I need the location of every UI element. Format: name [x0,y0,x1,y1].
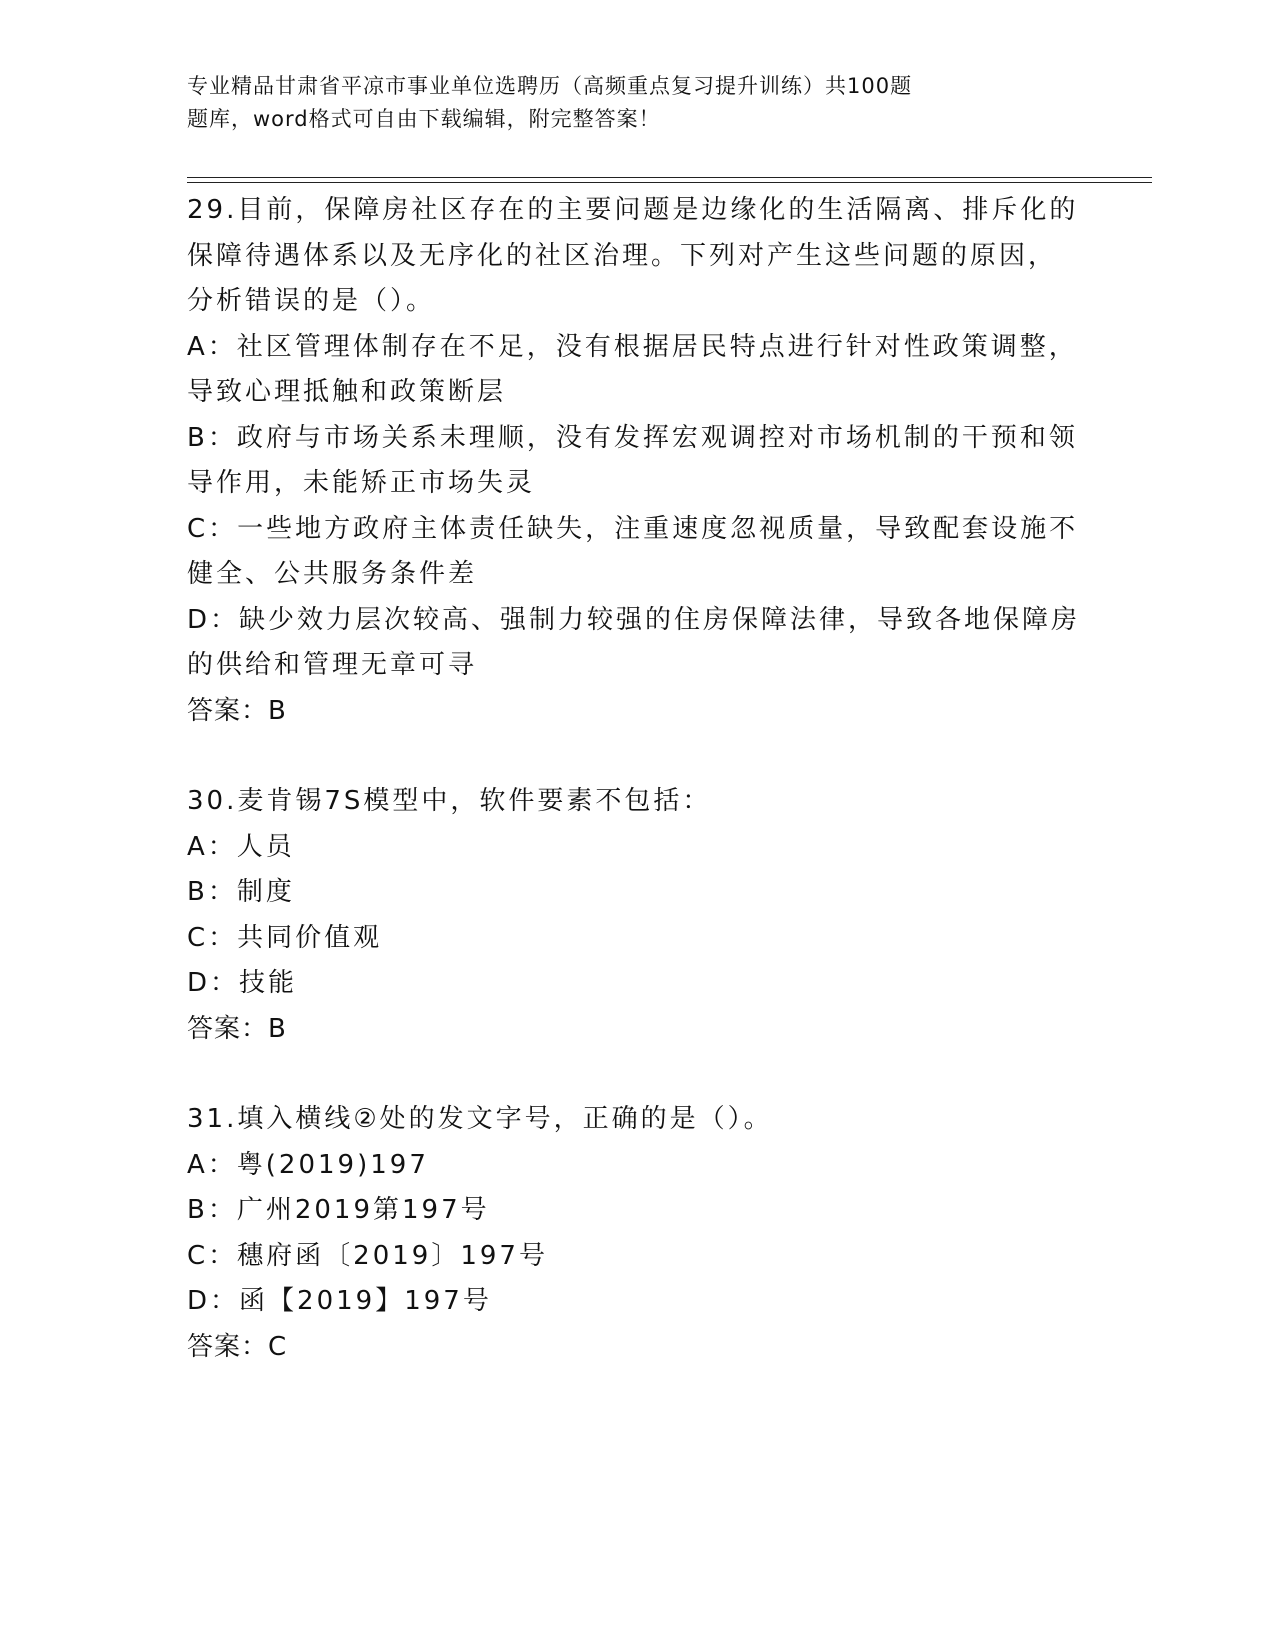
option-d-line: 的供给和管理无章可寻 [187,650,478,680]
answer-label: 答案：B [187,695,287,726]
option-c-line: C：共同价值观 [187,922,383,953]
option-d-line: D：函【2019】197号 [187,1286,492,1316]
option-c-line: C：穗府函〔2019〕197号 [187,1240,548,1271]
option-b-line: B：制度 [187,877,295,907]
question-31 [187,1097,1087,1370]
question-30 [187,779,1087,1052]
header-line-1: 专业精品甘肃省平凉市事业单位选聘历（高频重点复习提升训练）共100题 [187,74,913,98]
option-b-line: B：政府与市场关系未理顺，没有发挥宏观调控对市场机制的干预和领 [187,422,1078,453]
question-stem-line: 分析错误的是（）。 [187,286,436,316]
option-b-line: B：广州2019第197号 [187,1195,490,1225]
option-a-line: A：粤(2019)197 [187,1149,429,1180]
answer-label: 答案：C [187,1331,288,1362]
option-a-line: 导致心理抵触和政策断层 [187,377,507,407]
header-divider-bottom [187,182,1152,183]
option-d-line: D：技能 [187,968,298,998]
option-d-line: D：缺少效力层次较高、强制力较强的住房保障法律，导致各地保障房 [187,604,1081,635]
header-line-2: 题库，word格式可自由下载编辑，附完整答案！ [187,107,661,131]
question-spacer [187,1052,1087,1097]
option-a-line: A：社区管理体制存在不足，没有根据居民特点进行针对性政策调整， [187,331,1078,362]
question-29 [187,188,1087,734]
question-stem-line: 31.填入横线②处的发文字号，正确的是（）。 [187,1104,773,1134]
option-a-line: A：人员 [187,831,295,862]
question-spacer [187,734,1087,779]
question-stem-line: 保障待遇体系以及无序化的社区治理。下列对产生这些问题的原因， [187,240,1058,271]
option-b-line: 导作用，未能矫正市场失灵 [187,468,536,498]
header-divider-top [187,177,1152,178]
document-header [187,70,1047,136]
answer-label: 答案：B [187,1013,287,1044]
question-stem-line: 30.麦肯锡7S模型中，软件要素不包括： [187,786,712,816]
option-c-line: 健全、公共服务条件差 [187,559,478,589]
option-c-line: C：一些地方政府主体责任缺失，注重速度忽视质量，导致配套设施不 [187,513,1079,544]
question-list [187,188,1087,1370]
question-stem-line: 29.目前，保障房社区存在的主要问题是边缘化的生活隔离、排斥化的 [187,195,1079,225]
